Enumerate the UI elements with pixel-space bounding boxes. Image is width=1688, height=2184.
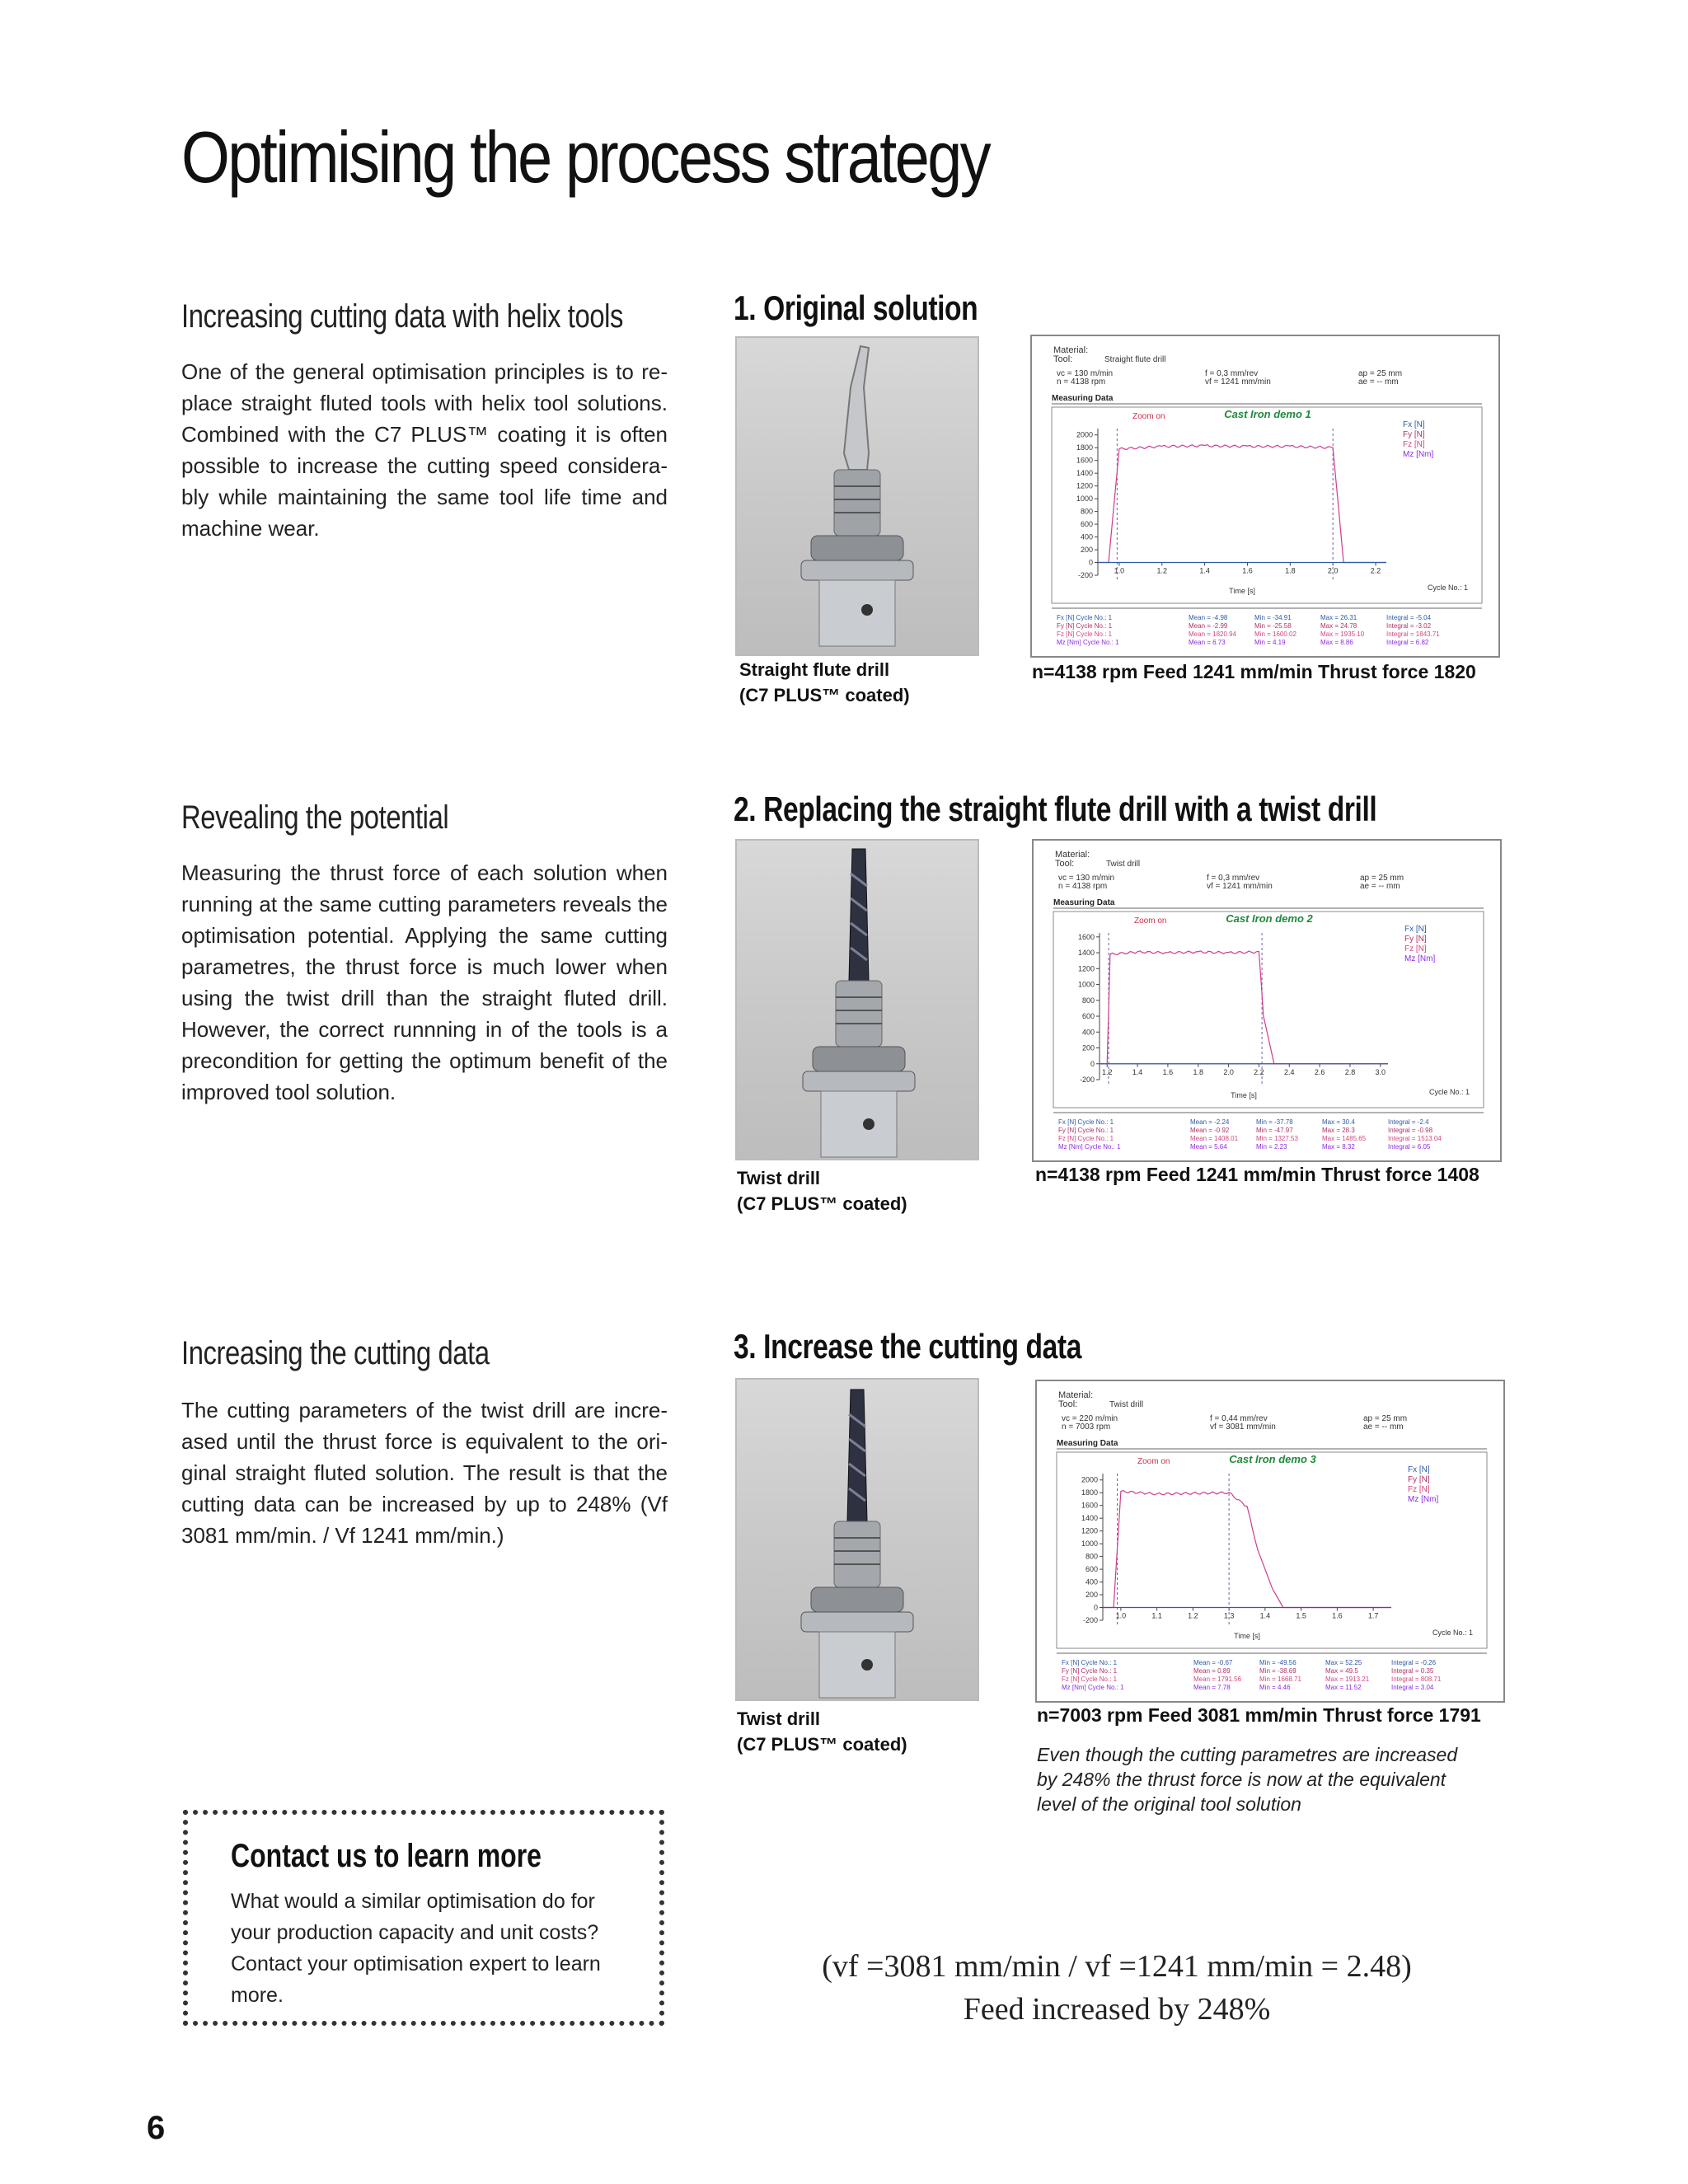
- stats-table-cell: Max = 11.52: [1325, 1684, 1362, 1691]
- x-tick-label: 1.6: [1162, 1067, 1174, 1076]
- increase-note: Even though the cutting parametres are increased by 248% the thrust force is now at the equivalent level of the original tool solution: [1037, 1744, 1458, 1815]
- y-tick-label: 0: [1088, 558, 1093, 567]
- stats-table-cell: Fz [N] Cycle No.: 1: [1058, 1135, 1114, 1142]
- stats-table-cell: Mean = -2.24: [1190, 1118, 1230, 1126]
- x-axis-label: Time [s]: [1231, 1091, 1257, 1099]
- stats-table-cell: Integral = 6.82: [1386, 639, 1429, 646]
- stats-table-cell: Min = -25.58: [1254, 622, 1292, 630]
- x-tick-label: 2.2: [1254, 1067, 1264, 1076]
- stats-table-cell: Min = 4.46: [1259, 1684, 1291, 1691]
- param-vc: vc = 220 m/min: [1062, 1414, 1118, 1423]
- stats-table-cell: Mz [Nm] Cycle No.: 1: [1062, 1684, 1124, 1691]
- stats-table-cell: Min = -38.69: [1259, 1667, 1296, 1675]
- chart-title: Cast Iron demo 3: [1229, 1453, 1316, 1465]
- x-tick-label: 1.4: [1259, 1611, 1271, 1620]
- y-tick-label: 800: [1081, 996, 1095, 1005]
- caption-coating: (C7 PLUS™ coated): [737, 1734, 907, 1755]
- x-tick-label: 2.0: [1327, 566, 1339, 575]
- legend-entry: Mz [Nm]: [1404, 954, 1436, 963]
- stats-table-cell: Fx [N] Cycle No.: 1: [1062, 1659, 1118, 1666]
- param-f: f = 0,3 mm/rev: [1205, 369, 1259, 378]
- twist-drill-photo-1: [735, 839, 979, 1160]
- stats-table-cell: Integral = 1843.71: [1386, 630, 1440, 638]
- stats-table-cell: Mean = -2.99: [1189, 622, 1228, 630]
- param-tool: Twist drill: [1109, 1400, 1144, 1409]
- y-tick-label: 1200: [1081, 1526, 1098, 1535]
- stats-table-cell: Mean = -4.98: [1189, 614, 1228, 621]
- param-n: n = 7003 rpm: [1062, 1422, 1111, 1432]
- param-ae: ae = -- mm: [1363, 1422, 1404, 1432]
- panel-heading-original: 1. Original solution: [734, 288, 978, 327]
- section-heading-cutting-data: Increasing the cutting data: [181, 1335, 490, 1371]
- measuring-label: Measuring Data: [1052, 394, 1114, 403]
- x-tick-label: 1.2: [1156, 566, 1168, 575]
- stats-table-cell: Integral = 1513.04: [1388, 1135, 1442, 1142]
- y-tick-label: 1600: [1077, 932, 1095, 941]
- stats-table-cell: Integral = -2.4: [1388, 1118, 1429, 1126]
- caption-coating: (C7 PLUS™ coated): [737, 1193, 907, 1214]
- y-tick-label: 1000: [1076, 494, 1093, 504]
- contact-box: [183, 1810, 664, 2026]
- stats-table-cell: Max = 52.25: [1325, 1659, 1362, 1666]
- param-material: Material:: [1055, 850, 1090, 860]
- stats-table-cell: Integral = 6.05: [1388, 1143, 1431, 1151]
- stats-table-cell: Integral = -5.04: [1386, 614, 1432, 621]
- y-tick-label: 600: [1081, 1012, 1095, 1021]
- stats-table-cell: Integral = -0.98: [1388, 1127, 1433, 1134]
- twist-drill-image-1: [737, 841, 978, 1159]
- force-chart-2: [1034, 841, 1500, 1160]
- stats-table-cell: Mz [Nm] Cycle No.: 1: [1057, 639, 1119, 646]
- chart-panel-2: [1032, 839, 1502, 1162]
- stats-table-cell: Integral = -3.02: [1386, 622, 1432, 630]
- stats-table-cell: Max = 1485.65: [1322, 1135, 1367, 1142]
- stats-increased: n=7003 rpm Feed 3081 mm/min Thrust force 1791: [1037, 1704, 1481, 1726]
- stats-table-cell: Fx [N] Cycle No.: 1: [1058, 1118, 1114, 1126]
- stats-table-cell: Mean = 1408.01: [1190, 1135, 1239, 1142]
- stats-table-cell: Mz [Nm] Cycle No.: 1: [1058, 1143, 1121, 1151]
- param-ae: ae = -- mm: [1360, 882, 1400, 891]
- x-tick-label: 1.4: [1132, 1067, 1143, 1076]
- x-tick-label: 2.0: [1223, 1067, 1234, 1076]
- legend-entry: Fy [N]: [1403, 430, 1425, 439]
- stats-table-cell: Fz [N] Cycle No.: 1: [1062, 1675, 1118, 1683]
- section-text-cutting-data: The cutting parameters of the twist drill are incre-ased until the thrust force is equivalent to the ori-ginal straight fluted solution. The result is that the cutting data can be increased by up to 248% (Vf 3081 mm/min. / Vf 1241 mm/min.): [181, 1398, 668, 1548]
- param-tool-label: Tool:: [1055, 859, 1075, 869]
- twist-drill-image-2: [737, 1380, 978, 1699]
- page-number: 6: [147, 2110, 166, 2146]
- stats-table-cell: Max = 1935.10: [1320, 630, 1365, 638]
- formula-ratio: (vf =3081 mm/min / vf =1241 mm/min = 2.48): [822, 1949, 1412, 1984]
- y-tick-label: 1800: [1076, 443, 1093, 452]
- param-vc: vc = 130 m/min: [1058, 874, 1115, 883]
- y-tick-label: 0: [1090, 1059, 1095, 1068]
- stats-table-cell: Min = -37.78: [1256, 1118, 1293, 1126]
- stats-table-cell: Fy [N] Cycle No.: 1: [1062, 1667, 1118, 1675]
- y-tick-label: 200: [1080, 546, 1093, 555]
- y-tick-label: 1400: [1081, 1514, 1098, 1523]
- param-ae: ae = -- mm: [1358, 377, 1399, 387]
- y-tick-label: 2000: [1076, 430, 1093, 439]
- x-tick-label: 1.5: [1296, 1611, 1306, 1620]
- stats-table-cell: Mean = -0.67: [1193, 1659, 1233, 1666]
- y-tick-label: 800: [1080, 507, 1093, 516]
- y-tick-label: 1200: [1077, 964, 1095, 973]
- param-f: f = 0,44 mm/rev: [1210, 1414, 1268, 1423]
- twist-drill-photo-2: [735, 1378, 979, 1701]
- param-material: Material:: [1053, 345, 1089, 355]
- stats-table-cell: Max = 1913.21: [1325, 1675, 1370, 1683]
- x-tick-label: 2.8: [1344, 1067, 1356, 1076]
- caption-straight-drill: [739, 657, 910, 708]
- y-tick-label: 400: [1085, 1577, 1098, 1586]
- series-fz-line: [1103, 1491, 1391, 1608]
- stats-table-cell: Min = -34.91: [1254, 614, 1292, 621]
- x-tick-label: 1.2: [1101, 1067, 1113, 1076]
- x-tick-label: 2.6: [1314, 1067, 1325, 1076]
- stats-table-cell: Integral = 808.71: [1391, 1675, 1442, 1683]
- stats-table-cell: Fz [N] Cycle No.: 1: [1057, 630, 1113, 638]
- param-f: f = 0,3 mm/rev: [1207, 874, 1260, 883]
- straight-drill-image: [737, 338, 978, 654]
- x-tick-label: 2.4: [1284, 1067, 1295, 1076]
- stats-table-cell: Mean = 5.64: [1190, 1143, 1227, 1151]
- stats-table-cell: Max = 24.78: [1320, 622, 1357, 630]
- stats-table-cell: Fx [N] Cycle No.: 1: [1057, 614, 1113, 621]
- panel-heading-replacing: 2. Replacing the straight flute drill with a twist drill: [734, 790, 1377, 828]
- x-tick-label: 1.1: [1151, 1611, 1162, 1620]
- stats-table-cell: Fy [N] Cycle No.: 1: [1057, 622, 1113, 630]
- stats-table-cell: Mean = 6.73: [1189, 639, 1226, 646]
- caption-tool-name: Twist drill: [737, 1168, 821, 1188]
- param-ap: ap = 25 mm: [1358, 369, 1403, 378]
- y-tick-label: -200: [1082, 1616, 1098, 1624]
- stats-table-cell: Max = 8.32: [1322, 1143, 1355, 1151]
- param-n: n = 4138 rpm: [1057, 377, 1106, 387]
- stats-original: n=4138 rpm Feed 1241 mm/min Thrust force 1820: [1032, 661, 1476, 682]
- y-tick-label: -200: [1079, 1076, 1095, 1084]
- param-ap: ap = 25 mm: [1360, 874, 1404, 883]
- formula-result: Feed increased by 248%: [963, 1992, 1271, 2027]
- stats-table-cell: Integral = -0.26: [1391, 1659, 1437, 1666]
- feed-formula: [725, 1945, 1508, 2031]
- chart-panel-1: [1030, 335, 1500, 658]
- legend-entry: Fz [N]: [1404, 944, 1427, 954]
- chart-title: Cast Iron demo 2: [1226, 912, 1313, 925]
- y-tick-label: 1200: [1076, 481, 1093, 490]
- x-axis-label: Time [s]: [1229, 587, 1255, 595]
- legend-entry: Fx [N]: [1404, 925, 1427, 934]
- x-tick-label: 3.0: [1375, 1067, 1386, 1076]
- x-tick-label: 1.0: [1115, 1611, 1127, 1620]
- zoom-label: Zoom on: [1137, 1457, 1170, 1466]
- y-tick-label: 200: [1085, 1591, 1098, 1600]
- y-tick-label: 1400: [1077, 949, 1095, 958]
- chart-panel-3: [1035, 1380, 1505, 1703]
- cycle-label: Cycle No.: 1: [1428, 583, 1469, 592]
- param-material: Material:: [1058, 1390, 1094, 1400]
- param-tool: Straight flute drill: [1104, 355, 1166, 364]
- x-tick-label: 1.3: [1223, 1611, 1235, 1620]
- zoom-label: Zoom on: [1134, 916, 1167, 926]
- y-tick-label: 600: [1085, 1565, 1098, 1574]
- y-tick-label: 1600: [1076, 456, 1093, 465]
- y-tick-label: 200: [1081, 1043, 1095, 1052]
- stats-table-cell: Mean = 1791.56: [1193, 1675, 1242, 1683]
- stats-table-cell: Max = 28.3: [1322, 1127, 1355, 1134]
- section-text-helix: One of the general optimisation principles is to re-place straight fluted tools with helix tool solutions. Combined with the C7 PLUS™ coating it is often possible to increase the cutting speed considera-bly while maintaining the same tool life time and machine wear.: [181, 359, 668, 541]
- force-chart-3: [1037, 1381, 1503, 1701]
- param-vf: vf = 1241 mm/min: [1205, 377, 1271, 387]
- param-vf: vf = 1241 mm/min: [1207, 882, 1273, 891]
- stats-table-cell: Min = 1668.71: [1259, 1675, 1301, 1683]
- y-tick-label: 800: [1085, 1552, 1098, 1561]
- caption-tool-name: Straight flute drill: [739, 659, 890, 680]
- x-tick-label: 1.8: [1193, 1067, 1203, 1076]
- y-tick-label: 400: [1081, 1028, 1095, 1037]
- cycle-label: Cycle No.: 1: [1432, 1629, 1474, 1637]
- x-tick-label: 1.0: [1114, 566, 1125, 575]
- x-axis-label: Time [s]: [1234, 1632, 1260, 1640]
- x-tick-label: 1.2: [1188, 1611, 1198, 1620]
- panel-heading-increase: 3. Increase the cutting data: [734, 1327, 1081, 1366]
- section-text-potential: Measuring the thrust force of each solution when running at the same cutting parameters reveals the optimisation potential. Applying the same cutting parametres, the thrust force is much lower when using the twist drill than the straight fluted drill. However, the correct runnning in of the tools is a precondition for getting the optimum benefit of the improved tool solution.: [181, 860, 668, 1104]
- x-tick-label: 1.4: [1199, 566, 1210, 575]
- force-chart-1: [1032, 336, 1498, 656]
- legend-entry: Mz [Nm]: [1408, 1495, 1439, 1504]
- y-tick-label: 600: [1080, 520, 1093, 529]
- x-tick-label: 1.6: [1332, 1611, 1343, 1620]
- y-tick-label: 1400: [1076, 469, 1093, 478]
- param-vf: vf = 3081 mm/min: [1210, 1422, 1276, 1432]
- stats-table-cell: Fy [N] Cycle No.: 1: [1058, 1127, 1114, 1134]
- stats-table-cell: Max = 8.86: [1320, 639, 1353, 646]
- param-tool-label: Tool:: [1053, 354, 1073, 364]
- y-tick-label: -200: [1077, 571, 1093, 579]
- series-fz-line: [1098, 445, 1386, 563]
- y-tick-label: 1000: [1077, 980, 1095, 989]
- stats-table-cell: Mean = -0.92: [1190, 1127, 1230, 1134]
- y-tick-label: 0: [1093, 1603, 1098, 1612]
- y-tick-label: 2000: [1081, 1475, 1098, 1484]
- param-tool: Twist drill: [1106, 860, 1141, 869]
- stats-table-cell: Mean = 7.78: [1193, 1684, 1231, 1691]
- zoom-label: Zoom on: [1132, 412, 1165, 421]
- x-tick-label: 1.7: [1367, 1611, 1379, 1620]
- chart-title: Cast Iron demo 1: [1224, 408, 1311, 420]
- stats-table-cell: Min = -49.56: [1259, 1659, 1296, 1666]
- stats-table-cell: Min = 2.23: [1256, 1143, 1287, 1151]
- section-heading-potential: Revealing the potential: [181, 799, 449, 836]
- stats-table-cell: Min = 4.19: [1254, 639, 1286, 646]
- param-vc: vc = 130 m/min: [1057, 369, 1114, 378]
- stats-table-cell: Max = 49.5: [1325, 1667, 1358, 1675]
- caption-tool-name: Twist drill: [737, 1708, 821, 1729]
- y-tick-label: 1600: [1081, 1501, 1098, 1510]
- x-tick-label: 2.2: [1370, 566, 1381, 575]
- cycle-label: Cycle No.: 1: [1429, 1088, 1470, 1096]
- y-tick-label: 1800: [1081, 1488, 1098, 1497]
- caption-twist-drill-1: [737, 1165, 907, 1216]
- stats-table-cell: Mean = 0.89: [1193, 1667, 1231, 1675]
- stats-twist: n=4138 rpm Feed 1241 mm/min Thrust force 1408: [1035, 1164, 1479, 1185]
- measuring-label: Measuring Data: [1053, 898, 1115, 907]
- x-tick-label: 1.6: [1242, 566, 1253, 575]
- stats-table-cell: Max = 26.31: [1320, 614, 1357, 621]
- measuring-label: Measuring Data: [1057, 1439, 1118, 1448]
- caption-coating: (C7 PLUS™ coated): [739, 685, 910, 705]
- section-heading-helix: Increasing cutting data with helix tools: [181, 298, 624, 335]
- stats-table-cell: Min = 1600.02: [1254, 630, 1296, 638]
- legend-entry: Mz [Nm]: [1403, 450, 1434, 459]
- stats-table-cell: Min = -47.97: [1256, 1127, 1293, 1134]
- stats-table-cell: Integral = 3.04: [1391, 1684, 1434, 1691]
- y-tick-label: 1000: [1081, 1540, 1098, 1549]
- stats-table-cell: Min = 1327.53: [1256, 1135, 1298, 1142]
- x-tick-label: 1.8: [1285, 566, 1296, 575]
- legend-entry: Fx [N]: [1408, 1465, 1430, 1474]
- straight-drill-photo: [735, 336, 979, 656]
- stats-table-cell: Integral = 0.35: [1391, 1667, 1434, 1675]
- stats-table-cell: Mean = 1820.94: [1189, 630, 1237, 638]
- legend-entry: Fx [N]: [1403, 420, 1425, 429]
- series-fz-line: [1100, 951, 1388, 1064]
- param-ap: ap = 25 mm: [1363, 1414, 1408, 1423]
- contact-text: What would a similar optimisation do for your production capacity and unit costs? Contact your optimisation expert to learn more.: [231, 1890, 601, 2007]
- legend-entry: Fz [N]: [1403, 440, 1425, 449]
- stats-table-cell: Max = 30.4: [1322, 1118, 1355, 1126]
- contact-heading: Contact us to learn more: [231, 1838, 542, 1874]
- param-tool-label: Tool:: [1058, 1399, 1078, 1409]
- caption-twist-drill-2: [737, 1706, 907, 1757]
- legend-entry: Fy [N]: [1408, 1475, 1430, 1484]
- y-tick-label: 400: [1080, 532, 1093, 541]
- legend-entry: Fz [N]: [1408, 1485, 1430, 1494]
- legend-entry: Fy [N]: [1404, 935, 1427, 944]
- page-title: Optimising the process strategy: [181, 116, 989, 198]
- param-n: n = 4138 rpm: [1058, 882, 1108, 891]
